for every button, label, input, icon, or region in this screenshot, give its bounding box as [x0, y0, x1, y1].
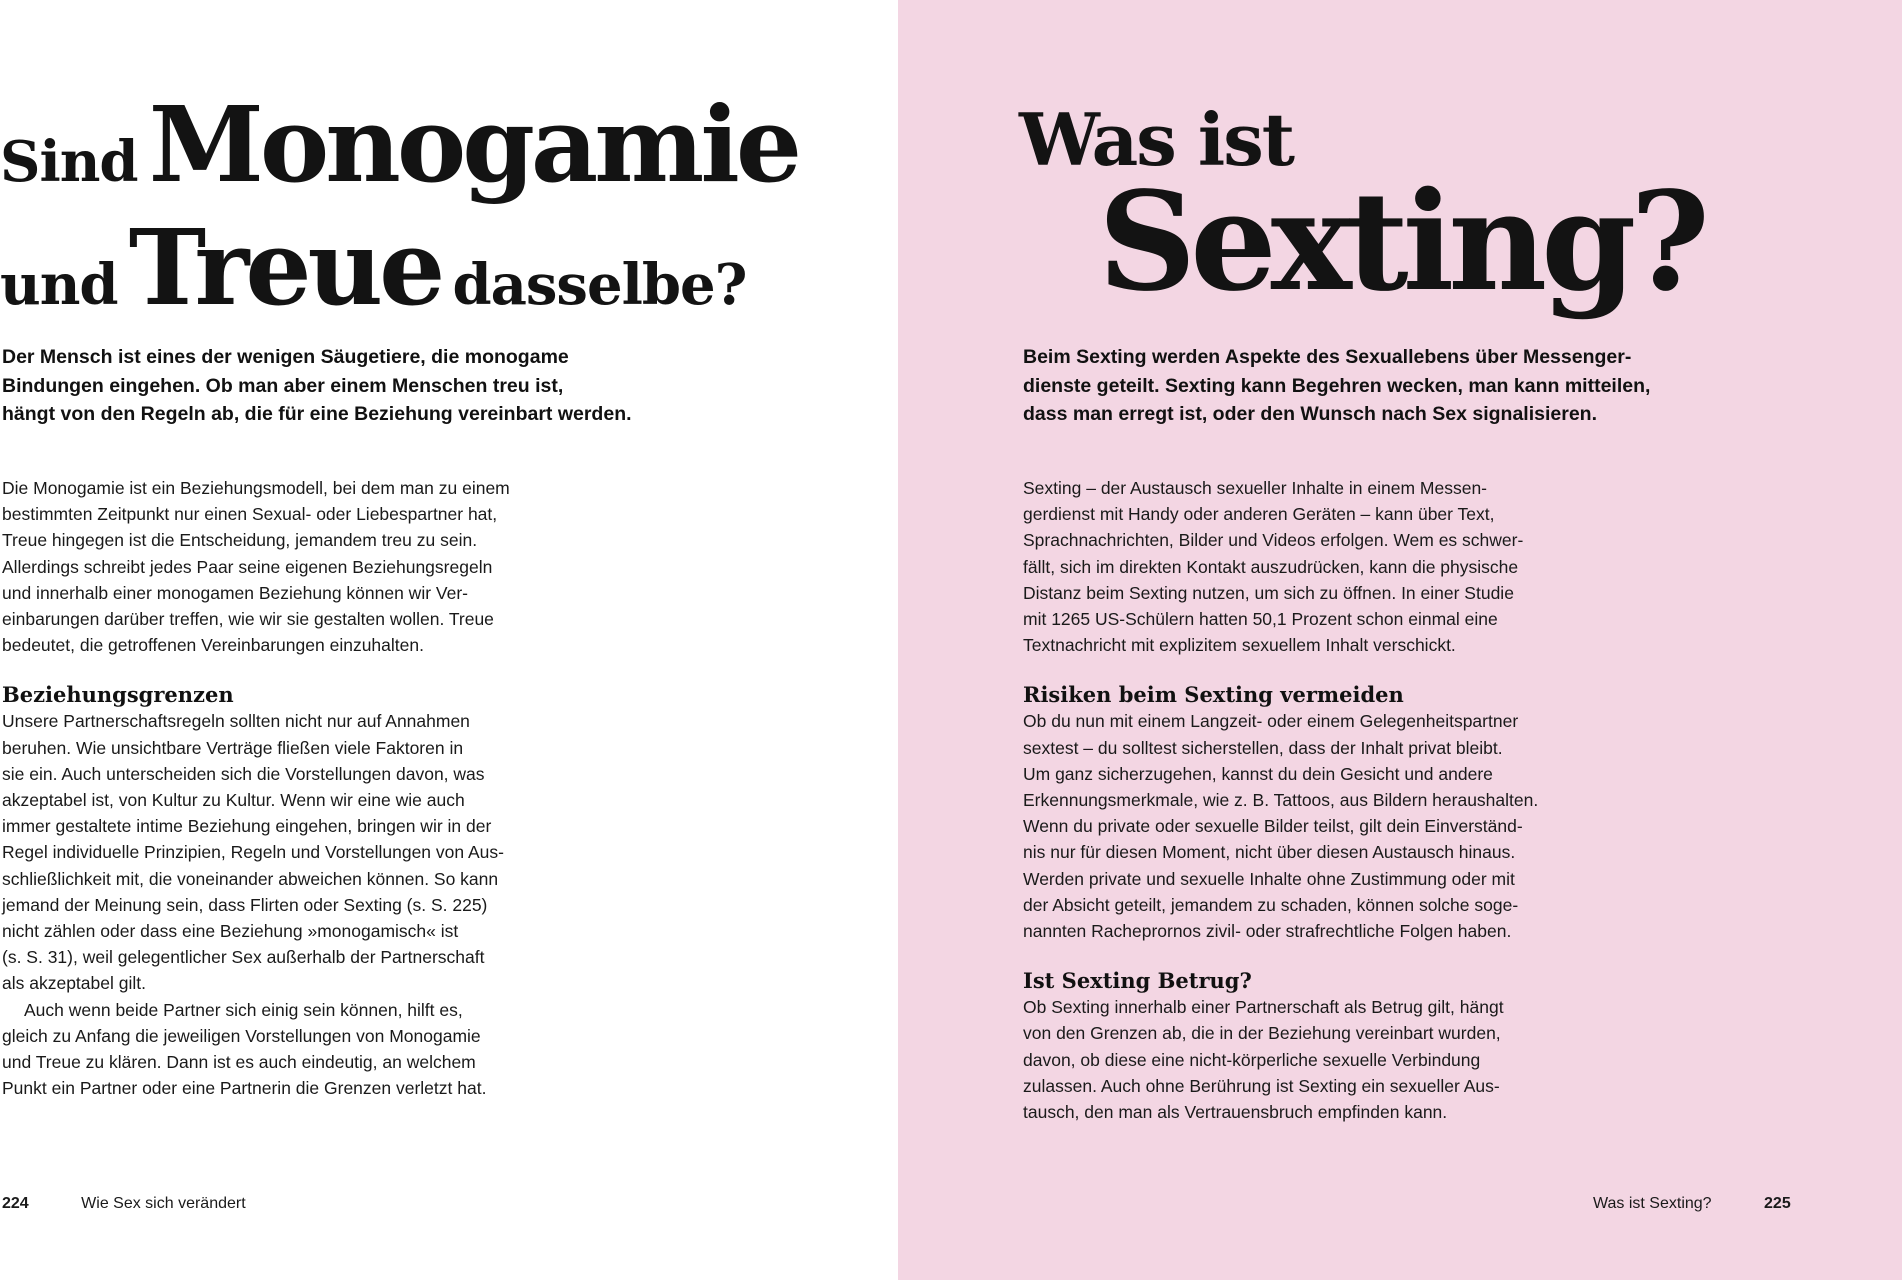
body-line: Die Monogamie ist ein Beziehungsmodell, bei dem man zu einem [2, 478, 510, 498]
headline-line-2: Sexting? [1098, 162, 1704, 322]
body-line: Regel individuelle Prinzipien, Regeln und Vorstellungen von Aus- [2, 842, 504, 863]
body-line: von den Grenzen ab, die in der Beziehung vereinbart wurden, [1023, 1023, 1501, 1044]
right-page [898, 0, 1902, 1280]
left-body-text [2, 475, 510, 1101]
body-line: Ob Sexting innerhalb einer Partnerschaft als Betrug gilt, hängt [1023, 997, 1504, 1018]
body-line: (s. S. 31), weil gelegentlicher Sex außerhalb der Partnerschaft [2, 947, 485, 968]
body-line: mit 1265 US-Schülern hatten 50,1 Prozent schon einmal eine [1023, 609, 1498, 630]
lead-line: dass man erregt ist, oder den Wunsch nach Sex signalisieren. [1023, 403, 1597, 425]
body-line: der Absicht geteilt, jemandem zu schaden, können solche soge- [1023, 894, 1519, 915]
headline-word-emphasis: Treue [128, 206, 442, 329]
left-lead-paragraph [2, 343, 632, 429]
headline-word: Sind [0, 129, 138, 195]
running-head: Was ist Sexting? [1593, 1195, 1712, 1212]
lead-line: hängt von den Regeln ab, die für eine Beziehung vereinbart werden. [2, 403, 632, 425]
running-head: Wie Sex sich verändert [81, 1195, 246, 1212]
body-line: nannten Racheprornos zivil- oder strafrechtliche Folgen haben. [1023, 921, 1512, 942]
body-line: Distanz beim Sexting nutzen, um sich zu öffnen. In einer Studie [1023, 582, 1514, 603]
body-line-indented: Auch wenn beide Partner sich einig sein können, hilft es, [24, 999, 463, 1020]
body-line: akzeptabel ist, von Kultur zu Kultur. Wenn wir eine wie auch [2, 790, 465, 811]
body-line: und Treue zu klären. Dann ist es auch eindeutig, an welchem [2, 1052, 476, 1073]
body-line: Werden private und sexuelle Inhalte ohne Zustimmung oder mit [1023, 868, 1515, 889]
body-line: Um ganz sicherzugehen, kannst du dein Gesicht und andere [1023, 763, 1493, 784]
headline-line-1 [0, 83, 799, 219]
right-body-text [1023, 475, 1538, 1125]
lead-line: Bindungen eingehen. Ob man aber einem Menschen treu ist, [2, 374, 564, 397]
body-line: sextest – du solltest sicherstellen, dass der Inhalt privat bleibt. [1023, 737, 1503, 758]
body-line: jemand der Meinung sein, dass Flirten oder Sexting (s. S. 225) [2, 894, 488, 915]
right-footer [1593, 1195, 1791, 1213]
body-line: tausch, den man als Vertrauensbruch empfinden kann. [1023, 1102, 1448, 1123]
body-line: Unsere Partnerschaftsregeln sollten nicht nur auf Annahmen [2, 711, 470, 732]
body-line: Erkennungsmerkmale, wie z. B. Tattoos, aus Bildern heraushalten. [1023, 790, 1539, 811]
left-headline [0, 83, 799, 342]
body-line: einbarungen darüber treffen, wie wir sie gestalten wollen. Treue [2, 609, 494, 630]
body-line: immer gestaltete intime Beziehung eingehen, bringen wir in der [2, 816, 492, 837]
body-line: schließlichkeit mit, die voneinander abweichen können. So kann [2, 868, 499, 889]
headline-line-1: Was ist [1019, 97, 1293, 182]
body-line: bedeutet, die getroffenen Vereinbarungen einzuhalten. [2, 635, 424, 656]
body-line: gleich zu Anfang die jeweiligen Vorstellungen von Monogamie [2, 1025, 481, 1046]
headline-word: dasselbe? [452, 252, 747, 318]
body-line: Treue hingegen ist die Entscheidung, jemandem treu zu sein. [2, 530, 478, 551]
lead-line: Beim Sexting werden Aspekte des Sexuallebens über Messenger- [1023, 346, 1632, 368]
body-line: davon, ob diese eine nicht-körperliche sexuelle Verbindung [1023, 1049, 1481, 1070]
lead-line: dienste geteilt. Sexting kann Begehren wecken, man kann mitteilen, [1023, 374, 1651, 397]
body-line: sie ein. Auch unterscheiden sich die Vorstellungen davon, was [2, 763, 485, 784]
body-line: Allerdings schreibt jedes Paar seine eigenen Beziehungsregeln [2, 556, 493, 577]
body-line: Textnachricht mit explizitem sexuellem Inhalt verschickt. [1023, 635, 1456, 656]
page-number: 224 [2, 1195, 29, 1212]
body-line: als akzeptabel gilt. [2, 973, 146, 994]
body-line: Ob du nun mit einem Langzeit- oder einem Gelegenheitspartner [1023, 711, 1519, 732]
body-line: Sexting – der Austausch sexueller Inhalte in einem Messen- [1023, 478, 1488, 498]
lead-line: Der Mensch ist eines der wenigen Säugetiere, die monogame [2, 346, 569, 368]
body-line: und innerhalb einer monogamen Beziehung können wir Ver- [2, 582, 468, 603]
body-line: Wenn du private oder sexuelle Bilder teilst, gilt dein Einverständ- [1023, 816, 1523, 837]
body-line: zulassen. Auch ohne Berührung ist Sexting ein sexueller Aus- [1023, 1075, 1500, 1096]
body-line: nicht zählen oder dass eine Beziehung »monogamisch« ist [2, 921, 459, 942]
subheading-beziehungsgrenzen: Beziehungsgrenzen [2, 682, 234, 708]
body-line: beruhen. Wie unsichtbare Verträge fließen viele Faktoren in [2, 737, 464, 758]
subheading-betrug: Ist Sexting Betrug? [1023, 968, 1252, 994]
left-footer [2, 1195, 246, 1213]
body-line: bestimmten Zeitpunkt nur einen Sexual- oder Liebespartner hat, [2, 504, 498, 525]
left-page [0, 0, 898, 1280]
right-lead-paragraph [1023, 343, 1650, 429]
headline-line-2 [0, 206, 798, 342]
page-number: 225 [1764, 1195, 1791, 1212]
body-line: Sprachnachrichten, Bilder und Videos erfolgen. Wem es schwer- [1023, 530, 1524, 551]
body-line: fällt, sich im direkten Kontakt auszudrücken, kann die physische [1023, 556, 1519, 577]
subheading-risiken: Risiken beim Sexting vermeiden [1023, 682, 1404, 708]
body-line: gerdienst mit Handy oder anderen Geräten – kann über Text, [1023, 504, 1495, 525]
headline-word-emphasis: Monogamie [148, 83, 799, 206]
body-line: Punkt ein Partner oder eine Partnerin die Grenzen verletzt hat. [2, 1078, 487, 1099]
headline-word: und [0, 252, 118, 318]
body-line: nis nur für diesen Moment, nicht über diesen Austausch hinaus. [1023, 842, 1516, 863]
right-headline [1019, 97, 1704, 322]
